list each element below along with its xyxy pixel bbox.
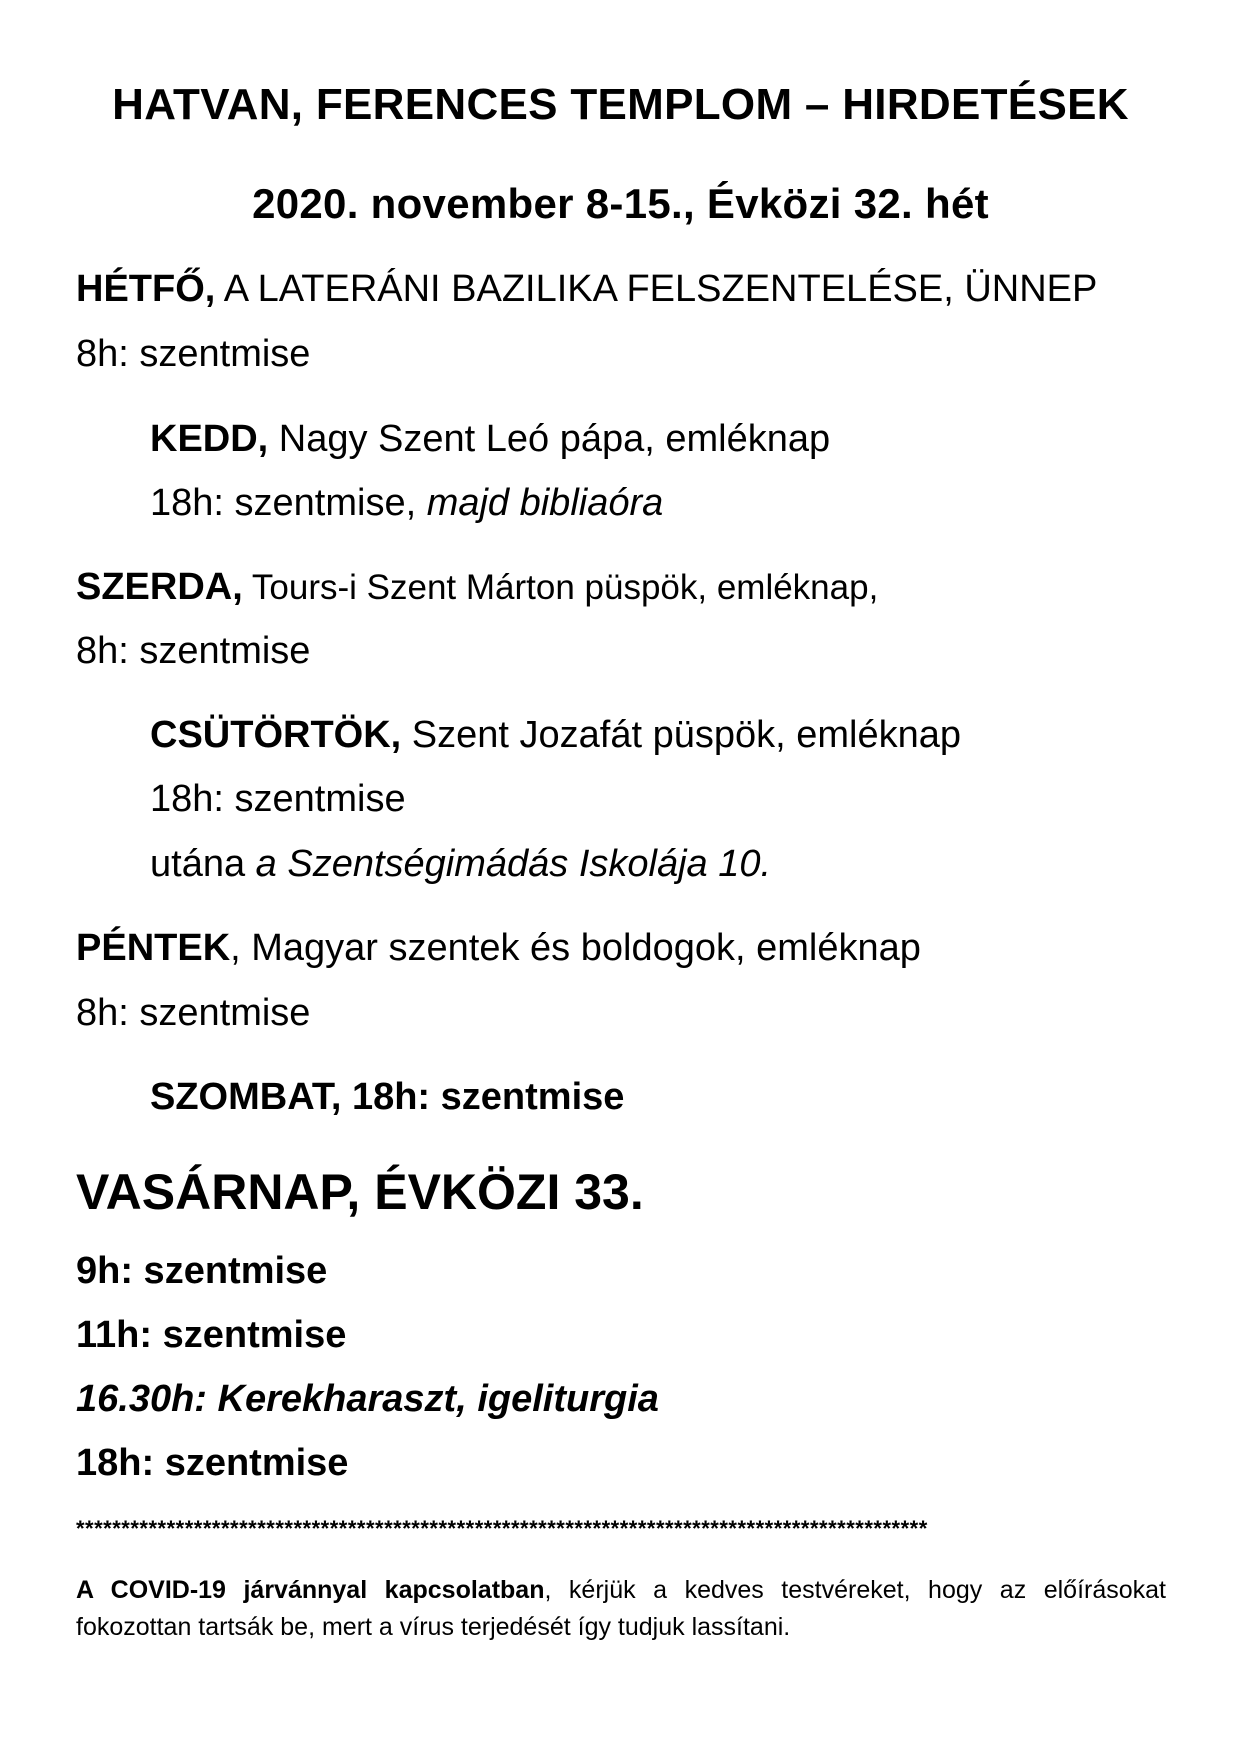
thursday-after-prefix: utána — [150, 843, 256, 885]
separator-line: ********************************************************************************************** — [76, 1516, 928, 1541]
thursday-mass: 18h: szentmise — [150, 778, 406, 820]
friday-day: PÉNTEK — [76, 927, 231, 969]
tuesday-feast: Nagy Szent Leó pápa, emléknap — [268, 418, 831, 460]
sunday-heading: VASÁRNAP, ÉVKÖZI 33. — [76, 1164, 644, 1220]
sunday-mass-2: 11h: szentmise — [76, 1314, 347, 1356]
monday-heading — [76, 270, 1097, 308]
tuesday-day: KEDD, — [150, 418, 269, 460]
notice-body: , kérjük a kedves testvéreket, hogy az előírásokat fokozottan tartsák be, mert a vírus terjedését így tudjuk lassítani. — [76, 1576, 1167, 1641]
wednesday-day: SZERDA, — [76, 566, 243, 608]
friday-heading — [76, 929, 921, 967]
tuesday-extra: majd bibliaóra — [426, 482, 664, 524]
thursday-feast: Szent Jozafát püspök, emléknap — [401, 714, 961, 756]
thursday-after — [150, 845, 771, 883]
tuesday-mass-time: 18h: szentmise, — [150, 482, 427, 524]
wednesday-feast: Tours-i Szent Márton püspök, emléknap, — [242, 568, 879, 607]
thursday-day: CSÜTÖRTÖK, — [150, 714, 402, 756]
sunday-mass-1: 9h: szentmise — [76, 1250, 328, 1292]
notice-lead: A COVID-19 járvánnyal kapcsolatban — [76, 1576, 545, 1604]
friday-feast: , Magyar szentek és boldogok, emléknap — [230, 927, 921, 969]
monday-feast: A LATERÁNI BAZILIKA FELSZENTELÉSE, ÜNNEP — [215, 268, 1098, 310]
sunday-mass-4: 18h: szentmise — [76, 1442, 349, 1484]
covid-notice — [76, 1572, 1166, 1646]
page-subtitle: 2020. november 8-15., Évközi 32. hét — [252, 180, 989, 227]
wednesday-mass: 8h: szentmise — [76, 630, 311, 672]
wednesday-heading — [76, 568, 878, 606]
thursday-after-event: a Szentségimádás Iskolája 10. — [255, 843, 772, 885]
tuesday-mass — [150, 484, 663, 522]
thursday-heading — [150, 716, 961, 754]
page-title: HATVAN, FERENCES TEMPLOM – HIRDETÉSEK — [112, 80, 1129, 129]
friday-mass: 8h: szentmise — [76, 992, 311, 1034]
monday-mass: 8h: szentmise — [76, 333, 311, 375]
sunday-mass-3: 16.30h: Kerekharaszt, igeliturgia — [76, 1378, 659, 1420]
monday-day: HÉTFŐ, — [76, 268, 216, 310]
saturday-line: SZOMBAT, 18h: szentmise — [150, 1076, 625, 1118]
tuesday-heading — [150, 420, 830, 458]
